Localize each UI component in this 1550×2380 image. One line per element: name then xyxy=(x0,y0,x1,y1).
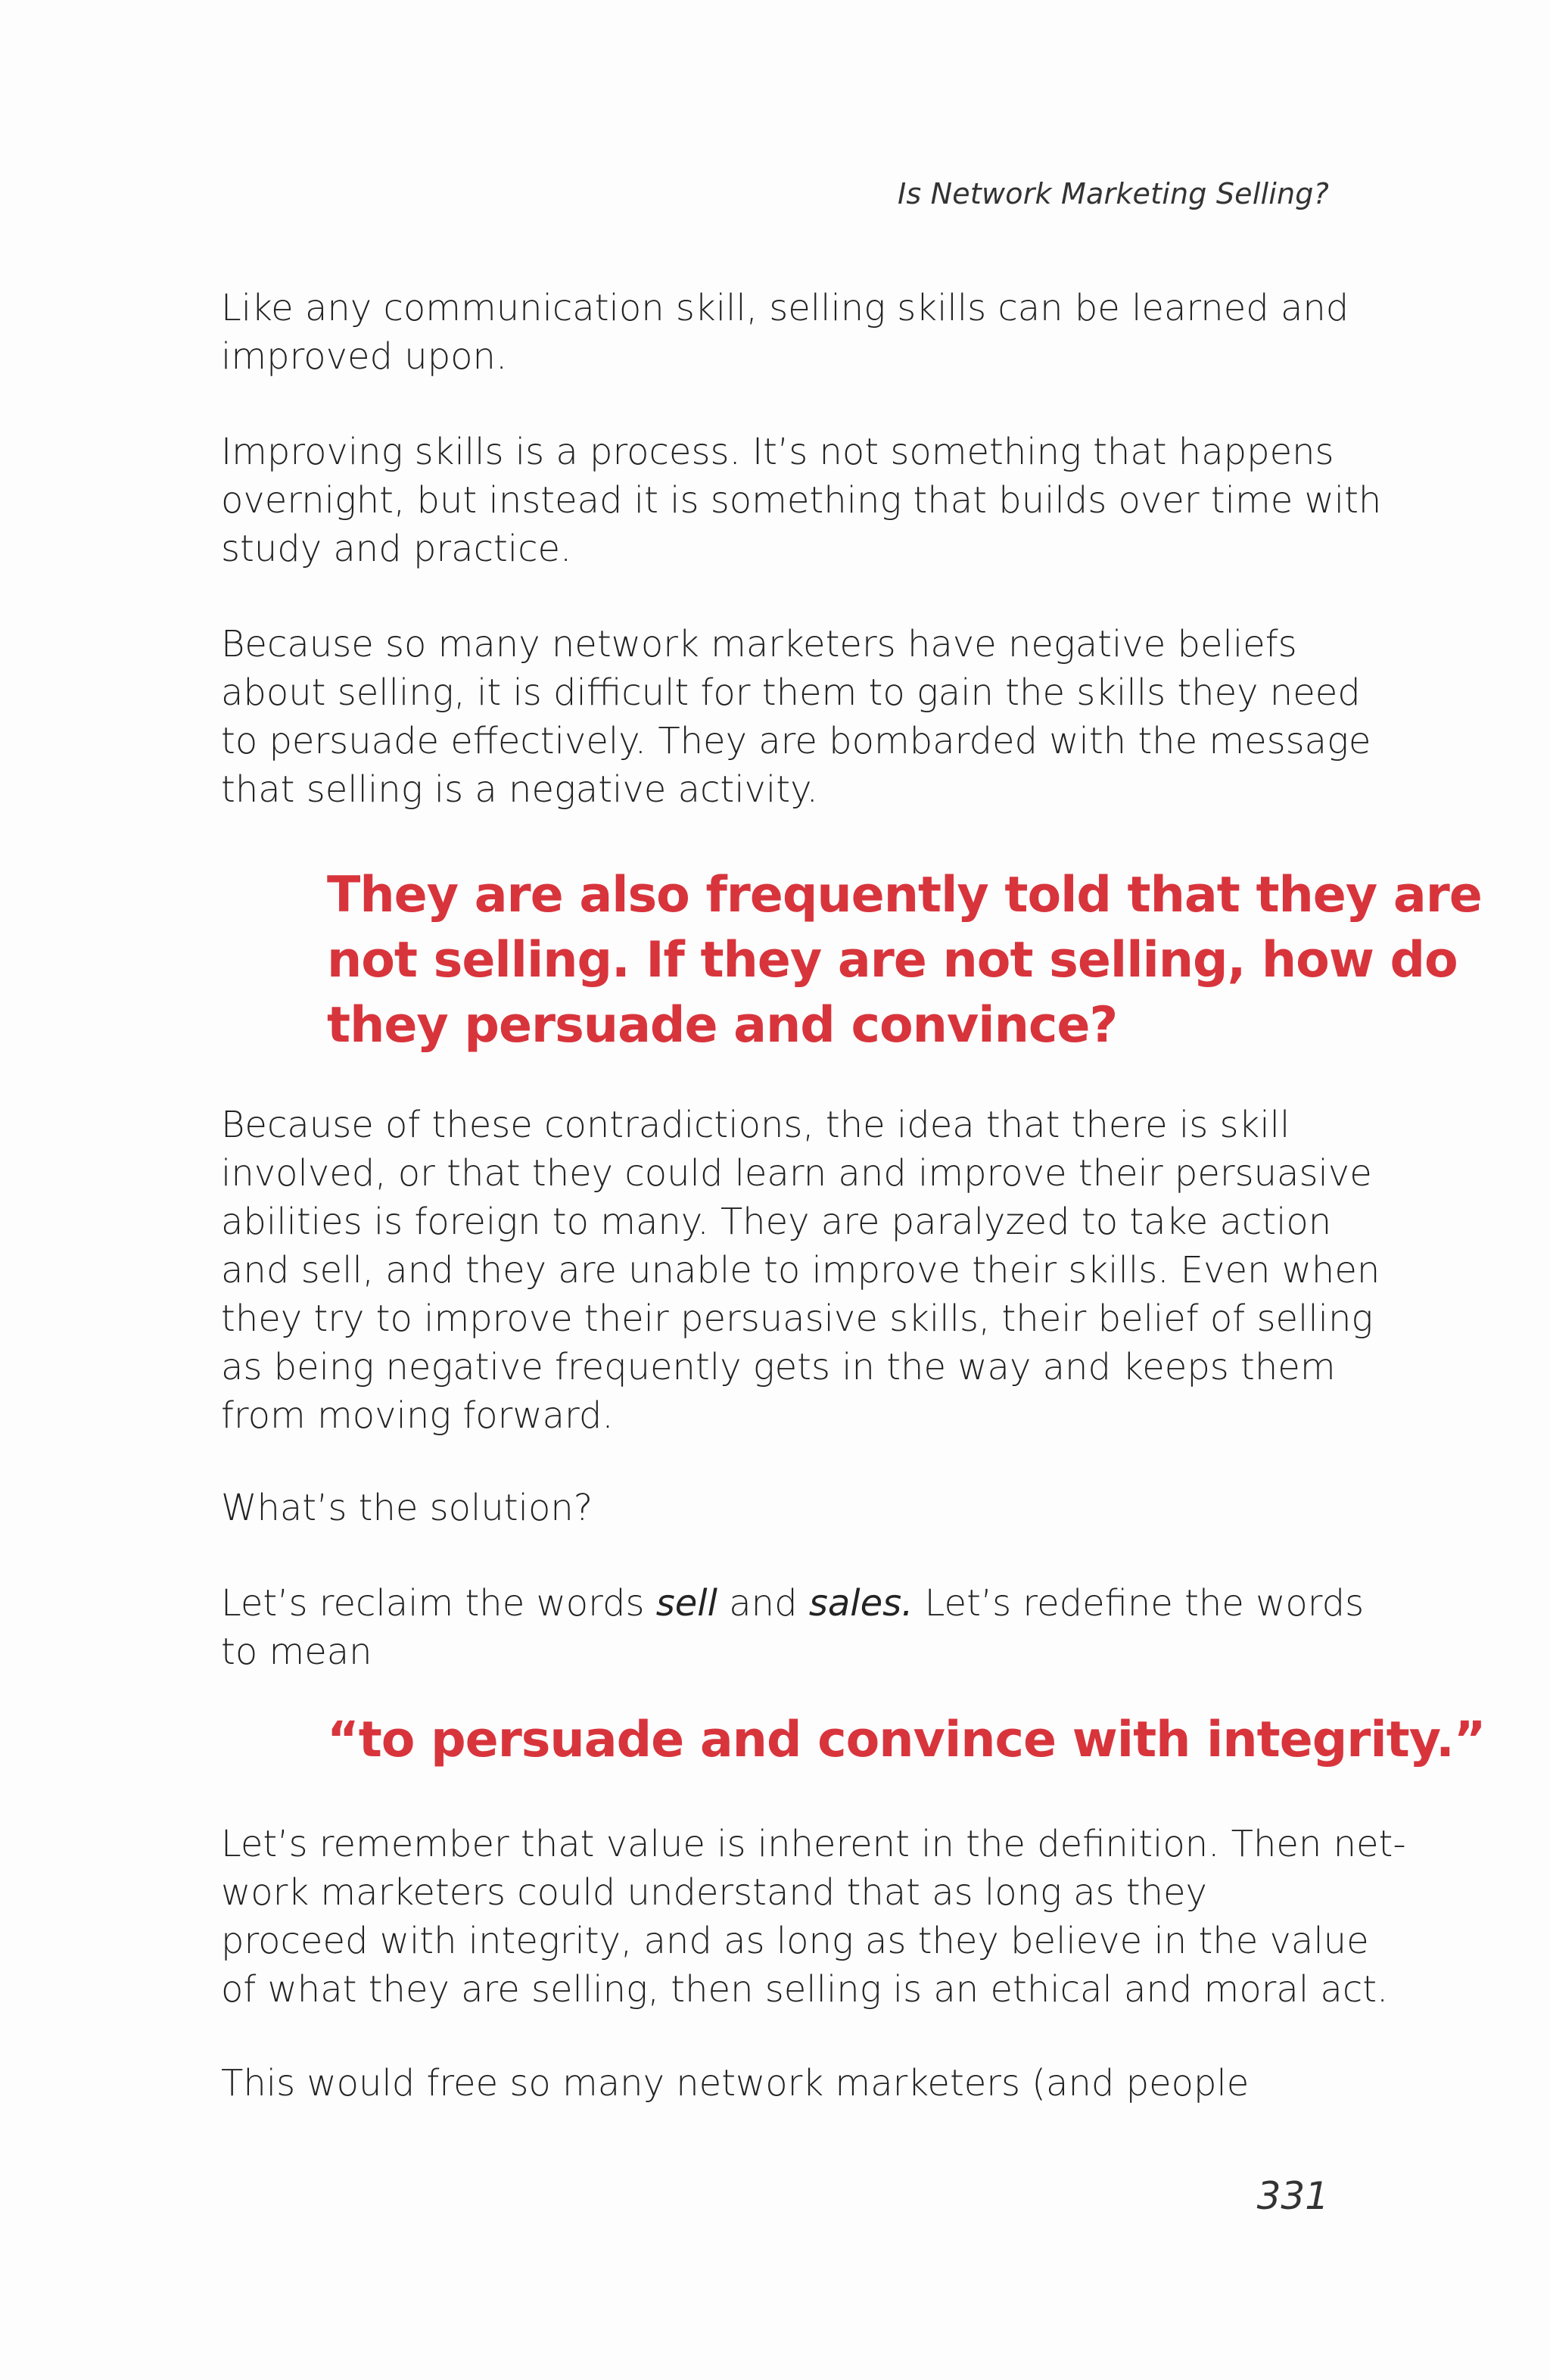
running-head: Is Network Marketing Selling? xyxy=(898,177,1329,210)
paragraph-5 xyxy=(221,1484,593,1532)
text-run: and xyxy=(717,1582,809,1625)
paragraph-7 xyxy=(221,1820,1406,2014)
text-line: about selling, it is difficult for them to gain the skills they need xyxy=(221,671,1361,714)
text-line: to mean xyxy=(221,1631,372,1673)
text-run: Let’s reclaim the words xyxy=(221,1582,656,1625)
text-line: Let’s remember that value is inherent in the definition. Then net- xyxy=(221,1823,1406,1865)
text-line: they try to improve their persuasive skills, their belief of selling xyxy=(221,1297,1374,1340)
text-line: Because of these contradictions, the idea that there is skill xyxy=(221,1104,1290,1146)
pull-quote-line: not selling. If they are not selling, how do xyxy=(327,932,1458,989)
text-line: improved upon. xyxy=(221,335,508,378)
text-line: abilities is foreign to many. They are paralyzed to take action xyxy=(221,1201,1332,1243)
text-line: to persuade effectively. They are bombarded with the message xyxy=(221,720,1371,762)
text-line: that selling is a negative activity. xyxy=(221,768,818,811)
pull-quote-line: “to persuade and convince with integrity.” xyxy=(327,1712,1486,1768)
pull-quote-2 xyxy=(327,1708,1486,1773)
emphasis-sell: sell xyxy=(655,1582,717,1625)
paragraph-3 xyxy=(221,620,1371,814)
text-line: This would free so many network marketers (and people xyxy=(221,2062,1250,2104)
text-line: work marketers could understand that as long as they xyxy=(221,1871,1207,1914)
pull-quote-line: they persuade and convince? xyxy=(327,997,1118,1054)
text-line: involved, or that they could learn and improve their persuasive xyxy=(221,1152,1372,1195)
paragraph-8 xyxy=(221,2059,1249,2107)
text-line: proceed with integrity, and as long as they believe in the value xyxy=(221,1920,1369,1962)
page-number: 331 xyxy=(1256,2174,1329,2218)
pull-quote-1 xyxy=(327,863,1482,1058)
text-line: from moving forward. xyxy=(221,1394,614,1437)
text-line: What’s the solution? xyxy=(221,1487,593,1529)
text-line: study and practice. xyxy=(221,528,572,570)
paragraph-4 xyxy=(221,1101,1380,1440)
text-line: Improving skills is a process. It’s not something that happens xyxy=(221,431,1334,473)
text-line xyxy=(221,1579,1364,1628)
emphasis-sales: sales. xyxy=(808,1582,914,1625)
pull-quote-line: They are also frequently told that they are xyxy=(327,867,1482,924)
paragraph-2 xyxy=(221,428,1381,573)
text-run: Let’s redefine the words xyxy=(913,1582,1365,1625)
text-line: overnight, but instead it is something that builds over time with xyxy=(221,479,1382,522)
text-line: as being negative frequently gets in the way and keeps them xyxy=(221,1346,1336,1388)
text-line: Because so many network marketers have negative beliefs xyxy=(221,623,1297,665)
paragraph-1 xyxy=(221,284,1349,381)
text-line: Like any communication skill, selling skills can be learned and xyxy=(221,287,1349,329)
text-line: of what they are selling, then selling is an ethical and moral act. xyxy=(221,1968,1389,2011)
text-line: and sell, and they are unable to improve their skills. Even when xyxy=(221,1249,1380,1291)
paragraph-6 xyxy=(221,1579,1364,1676)
